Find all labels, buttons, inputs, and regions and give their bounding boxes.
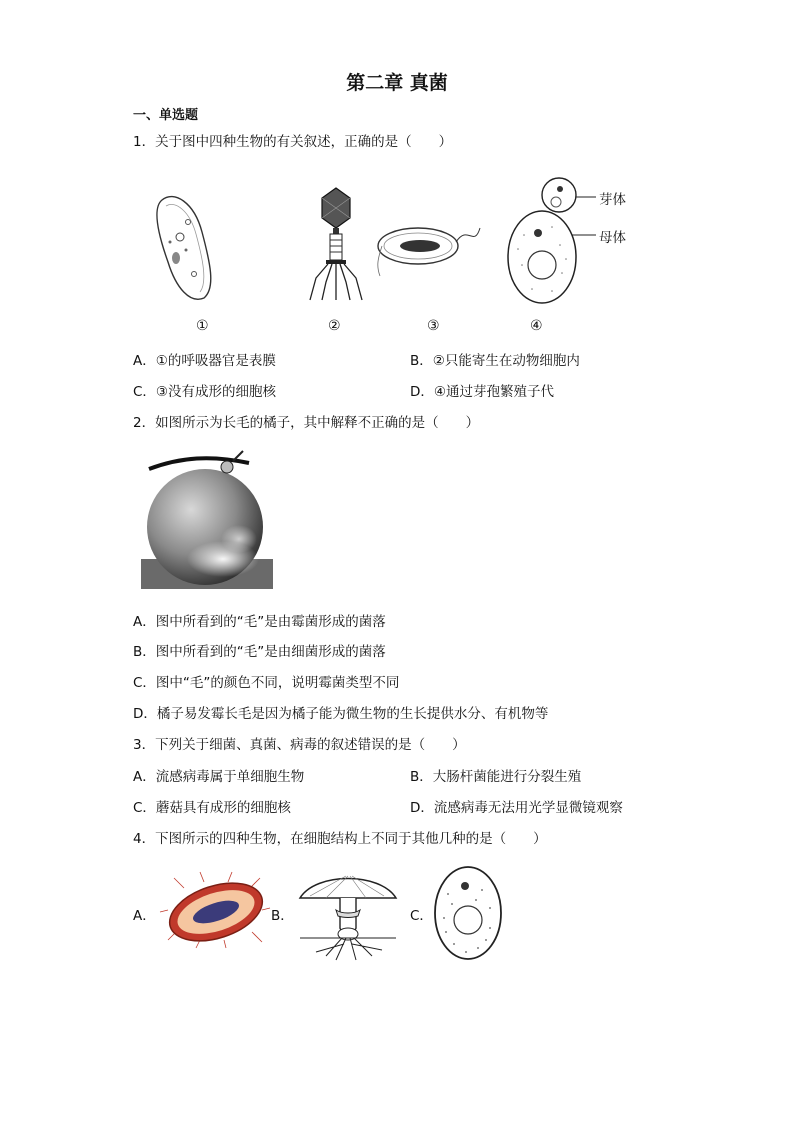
bacterium-illustration [376, 218, 484, 284]
q3-option-c[interactable]: C．蘑菇具有成形的细胞核 [133, 800, 291, 816]
q1-option-d[interactable]: D．④通过芽孢繁殖子代 [410, 384, 554, 400]
bacteriophage-illustration [306, 186, 366, 306]
q2-option-b[interactable]: B．图中所看到的“毛”是由细菌形成的菌落 [133, 644, 386, 660]
question-4-stem: 4．下图所示的四种生物，在细胞结构上不同于其他几种的是（ ） [133, 831, 547, 847]
q2-option-c[interactable]: C．图中“毛”的颜色不同，说明霉菌类型不同 [133, 675, 400, 691]
question-2-stem: 2．如图所示为长毛的橘子，其中解释不正确的是（ ） [133, 415, 480, 431]
q4-option-c-label[interactable]: C． [410, 908, 433, 924]
question-1-stem: 1．关于图中四种生物的有关叙述，正确的是（ ） [133, 134, 453, 150]
q4-option-a-label[interactable]: A． [133, 908, 156, 924]
figure-label-1: ① [196, 318, 209, 334]
figure-label-3: ③ [427, 318, 440, 334]
q1-option-b[interactable]: B．②只能寄生在动物细胞内 [410, 353, 580, 369]
section-heading: 一、单选题 [133, 108, 199, 123]
q3-option-a[interactable]: A．流感病毒属于单细胞生物 [133, 769, 305, 785]
question-3-stem: 3．下列关于细菌、真菌、病毒的叙述错误的是（ ） [133, 737, 466, 753]
figure-label-4: ④ [530, 318, 543, 334]
moldy-orange-photo [141, 447, 273, 589]
page-title: 第二章 真菌 [346, 72, 448, 94]
q4-bacterium-illustration[interactable] [164, 876, 270, 948]
q1-option-c[interactable]: C．③没有成形的细胞核 [133, 384, 277, 400]
q3-option-d[interactable]: D．流感病毒无法用光学显微镜观察 [410, 800, 623, 816]
q4-yeast-illustration[interactable] [432, 864, 504, 962]
q3-option-b[interactable]: B．大肠杆菌能进行分裂生殖 [410, 769, 582, 785]
q1-option-a[interactable]: A．①的呼吸器官是表膜 [133, 353, 276, 369]
q2-option-d[interactable]: D．橘子易发霉长毛是因为橘子能为微生物的生长提供水分、有机物等 [133, 706, 549, 722]
q4-mushroom-illustration[interactable] [296, 866, 400, 962]
q2-option-a[interactable]: A．图中所看到的“毛”是由霉菌形成的菌落 [133, 614, 386, 630]
figure-label-2: ② [328, 318, 341, 334]
mother-label: 母体 [599, 230, 626, 246]
q4-option-b-label[interactable]: B． [271, 908, 294, 924]
yeast-illustration [504, 175, 584, 310]
bud-label: 芽体 [599, 192, 626, 208]
paramecium-illustration [150, 192, 220, 304]
